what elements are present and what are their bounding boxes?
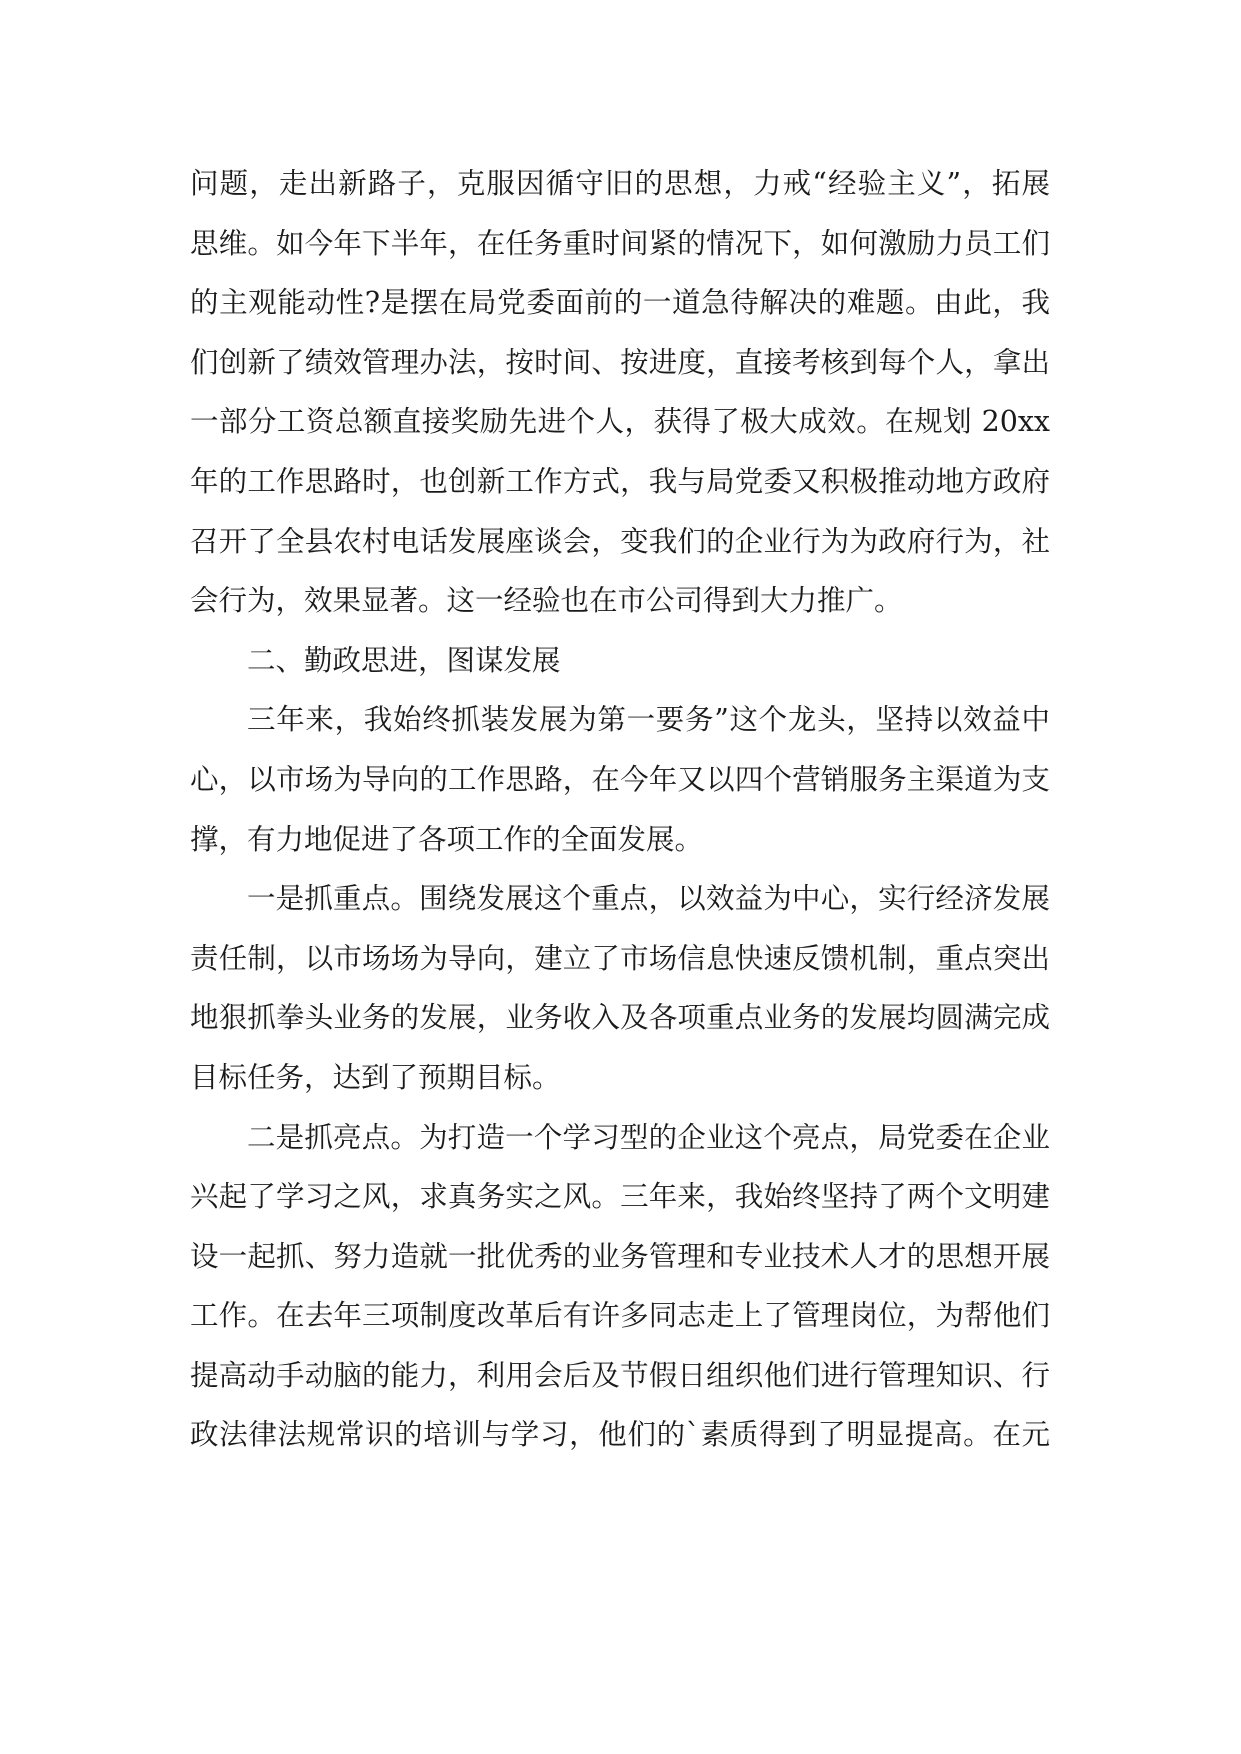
text-line: 二、勤政思进，图谋发展 [247,643,561,677]
text-line: 撑，有力地促进了各项工作的全面发展。 [190,822,704,856]
text-line: 提高动手动脑的能力，利用会后及节假日组织他们进行管理知识、行 [190,1358,1050,1392]
text-line: 二是抓亮点。为打造一个学习型的企业这个亮点，局党委在企业 [247,1120,1050,1154]
text-line: 召开了全县农村电话发展座谈会，变我们的企业行为为政府行为，社 [190,524,1050,558]
text-line: 问题，走出新路子，克服因循守旧的思想，力戒“经验主义”，拓展 [190,167,1050,200]
text-line: 地狠抓拳头业务的发展，业务收入及各项重点业务的发展均圆满完成 [190,1001,1050,1035]
text-line: 年的工作思路时，也创新工作方式，我与局党委又积极推动地方政府 [190,464,1050,498]
text-line: 的主观能动性?是摆在局党委面前的一道急待解决的难题。由此，我 [190,286,1050,320]
text-line: 目标任务，达到了预期目标。 [190,1060,561,1094]
text-line: 工作。在去年三项制度改革后有许多同志走上了管理岗位，为帮他们 [190,1299,1050,1333]
text-line: 一是抓重点。围绕发展这个重点，以效益为中心，实行经济发展 [247,882,1050,916]
text-line: 心，以市场为导向的工作思路，在今年又以四个营销服务主渠道为支 [190,762,1050,796]
text-line: 政法律法规常识的培训与学习，他们的`素质得到了明显提高。在元 [190,1418,1050,1452]
text-line: 设一起抓、努力造就一批优秀的业务管理和专业技术人才的思想开展 [190,1239,1050,1273]
text-line: 会行为，效果显著。这一经验也在市公司得到大力推广。 [190,584,903,618]
document-body [190,154,1050,1465]
text-line: 一部分工资总额直接奖励先进个人，获得了极大成效。在规划 20xx [190,405,1050,439]
text-line: 兴起了学习之风，求真务实之风。三年来，我始终坚持了两个文明建 [190,1180,1050,1214]
text-line: 思维。如今年下半年，在任务重时间紧的情况下，如何激励力员工们 [190,226,1050,260]
text-line: 责任制，以市场场为导向，建立了市场信息快速反馈机制，重点突出 [190,941,1050,975]
text-line: 三年来，我始终抓装发展为第一要务”这个龙头，坚持以效益中 [247,703,1050,737]
text-line: 们创新了绩效管理办法，按时间、按进度，直接考核到每个人，拿出 [190,345,1050,379]
